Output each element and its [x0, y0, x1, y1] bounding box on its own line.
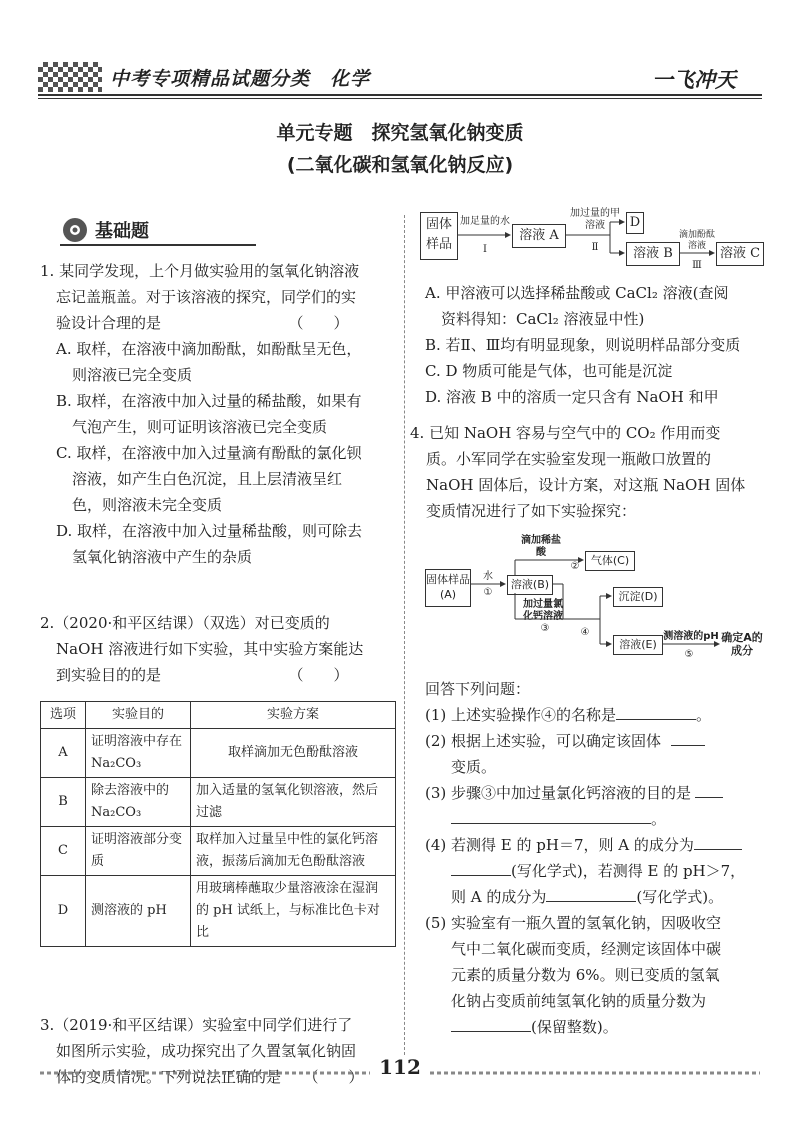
q3-options [425, 280, 765, 410]
q1-option-d: D. 取样，在溶液中加入过量稀盐酸，则可除去 [56, 522, 363, 540]
q1-option-c-cont: 溶液，如产生白色沉淀，且上层清液呈红 [72, 470, 343, 488]
q1-option-c: C. 取样，在溶液中加入过量滴有酚酞的氯化钡 [56, 444, 362, 462]
flow-solution-a: 溶液 A [512, 224, 566, 248]
q4-part-2 [425, 728, 765, 754]
table-cell: 除去溶液中的 Na₂CO₃ [86, 778, 191, 827]
q1-option-c-cont: 色，则溶液未完全变质 [72, 496, 223, 514]
q4-part-text: (2) 根据上述实验，可以确定该固体 [425, 732, 662, 750]
table-header: 实验目的 [86, 702, 191, 729]
table-row [41, 827, 396, 876]
q3-option-d: D. 溶液 B 中的溶质一定只含有 NaOH 和甲 [425, 388, 719, 406]
answer-blank[interactable] [546, 901, 636, 902]
flow-label: 滴加酚酞溶液 [678, 230, 715, 251]
table-cell: A [41, 729, 86, 778]
q4-part-text: (3) 步骤③中加过量氯化钙溶液的目的是 [425, 784, 692, 802]
page-title: 单元专题 探究氢氧化钠变质 [276, 122, 524, 144]
flow-solid-a: 固体样品(A) [425, 569, 471, 607]
flow-gas-c: 气体(C) [585, 551, 635, 571]
q3-option-a-cont: 资料得知：CaCl₂ 溶液显中性) [441, 310, 645, 328]
flow-label: ① [483, 587, 493, 598]
q3-flow-diagram [420, 208, 765, 274]
q4-part-3 [425, 780, 765, 806]
question-3 [40, 1012, 396, 1090]
q4-part-text: 化钠占变质前纯氢氧化钠的质量分数为 [451, 992, 707, 1010]
q3-option-a: A. 甲溶液可以选择稀盐酸或 CaCl₂ 溶液(查阅 [425, 284, 729, 302]
q4-part-1 [425, 702, 765, 728]
q1-option-a-cont: 则溶液已完全变质 [72, 366, 193, 384]
table-header: 选项 [41, 702, 86, 729]
brand-logo: 一飞冲天 [652, 67, 736, 92]
column-divider [404, 215, 405, 1055]
flow-label: ② [570, 561, 580, 572]
table-cell: B [41, 778, 86, 827]
q4-part-4 [425, 832, 765, 858]
flow-label: ⑤ [684, 649, 694, 660]
q4-part-text: 变质。 [451, 758, 497, 776]
q4-part-text: 。 [651, 810, 667, 828]
q2-stem-line: 到实验目的的是 （ ） [56, 666, 349, 684]
q1-option-d-cont: 氢氧化钠溶液中产生的杂质 [72, 548, 253, 566]
table-header: 实验方案 [191, 702, 396, 729]
flow-solution-b: 溶液(B) [507, 575, 553, 595]
answer-blank[interactable] [616, 719, 696, 720]
flow-label: 测溶液的pH [663, 631, 719, 642]
table-cell: 证明溶液中存在 Na₂CO₃ [86, 729, 191, 778]
flow-label: Ⅲ [692, 260, 702, 271]
q3-option-b: B. 若Ⅱ、Ⅲ均有明显现象，则说明样品部分变质 [425, 336, 741, 354]
flow-result: 确定A的成分 [721, 631, 763, 657]
table-cell: 用玻璃棒蘸取少量溶液涂在湿润的 pH 试纸上，与标准比色卡对比 [191, 876, 396, 947]
flow-label: 滴加稀盐酸 [521, 535, 561, 558]
q4-stem-line: 质。小军同学在实验室发现一瓶敞口放置的 [426, 450, 712, 468]
flow-solution-b: 溶液 B [626, 242, 680, 266]
q4-part-text: (1) 上述实验操作④的名称是 [425, 706, 617, 724]
q1-option-b: B. 取样，在溶液中加入过量的稀盐酸，如果有 [56, 392, 362, 410]
section-title: 基础题 [95, 221, 149, 242]
flow-label: ③ [540, 623, 550, 634]
answer-blank[interactable] [451, 1031, 531, 1032]
q2-stem-line: 2.（2020·和平区结课）（双选）对已变质的 [40, 614, 330, 632]
page-subtitle: (二氧化碳和氢氧化钠反应) [286, 154, 514, 176]
question-1 [40, 258, 396, 570]
flow-solution-e: 溶液(E) [613, 635, 663, 655]
table-cell: C [41, 827, 86, 876]
q2-table [40, 701, 396, 947]
flow-label: Ⅱ [591, 242, 599, 253]
answer-blank[interactable] [694, 849, 742, 850]
flow-arrows [420, 208, 765, 274]
table-cell: 取样滴加无色酚酞溶液 [191, 729, 396, 778]
flow-solution-c: 溶液 C [716, 242, 764, 266]
q4-part-text: (4) 若测得 E 的 pH＝7，则 A 的成分为 [425, 836, 694, 854]
q4-parts [425, 676, 765, 1040]
q4-flow-diagram [425, 535, 765, 665]
table-row [41, 876, 396, 947]
table-row [41, 729, 396, 778]
q1-option-b-cont: 气泡产生，则可证明该溶液已完全变质 [72, 418, 328, 436]
answer-blank[interactable] [451, 823, 651, 824]
flow-label: 加足量的水 [460, 216, 510, 227]
question-4 [410, 420, 765, 524]
section-underline [60, 244, 256, 246]
flow-label: Ⅰ [483, 244, 487, 255]
answer-blank[interactable] [671, 745, 705, 746]
q1-stem-line: 验设计合理的是 （ ） [56, 314, 349, 332]
flow-label: 加过量氯化钙溶液 [523, 599, 563, 622]
header-divider [38, 94, 762, 96]
q4-part-text: 元素的质量分数为 6%。则已变质的氢氧 [451, 966, 720, 984]
flow-label: ④ [580, 627, 590, 638]
q3-stem-line: 3.（2019·和平区结课）实验室中同学们进行了 [40, 1016, 353, 1034]
table-row [41, 778, 396, 827]
q4-part-text: 气中二氧化碳而变质，经测定该固体中碳 [451, 940, 722, 958]
q3-stem-line: 体的变质情况。下列说法正确的是 （ ） [56, 1068, 364, 1086]
q4-intro: 回答下列问题： [425, 680, 531, 698]
flower-icon [60, 216, 90, 244]
q3-stem-line: 如图所示实验，成功探究出了久置氢氧化钠固 [56, 1042, 357, 1060]
q4-stem-line: 4. 已知 NaOH 容易与空气中的 CO₂ 作用而变 [410, 424, 721, 442]
table-cell: 加入适量的氢氧化钡溶液，然后过滤 [191, 778, 396, 827]
q4-stem-line: 变质情况进行了如下实验探究： [426, 502, 637, 520]
flow-label: 加过量的甲溶液 [570, 208, 620, 231]
answer-blank[interactable] [695, 797, 723, 798]
q4-part-text: (写化学式)，若测得 E 的 pH＞7， [511, 862, 746, 880]
header-divider-thin [38, 98, 762, 99]
q4-part-5: (5) 实验室有一瓶久置的氢氧化钠，因吸收空 [425, 914, 722, 932]
flow-arrows [425, 535, 765, 665]
flow-solid-sample: 固体样品 [420, 212, 458, 260]
table-cell: 测溶液的 pH [86, 876, 191, 947]
page-number: 112 [379, 1055, 421, 1079]
answer-blank[interactable] [451, 875, 511, 876]
q1-option-a: A. 取样，在溶液中滴加酚酞，如酚酞呈无色， [56, 340, 362, 358]
header-title: 中考专项精品试题分类 化学 [110, 68, 371, 90]
q4-part-text: 则 A 的成分为 [451, 888, 547, 906]
flow-precipitate-d: 沉淀(D) [613, 587, 663, 607]
q1-stem-line: 忘记盖瓶盖。对于该溶液的探究，同学们的实 [56, 288, 357, 306]
q2-stem-line: NaOH 溶液进行如下实验，其中实验方案能达 [56, 640, 364, 658]
q4-part-text: (保留整数)。 [531, 1018, 618, 1036]
q4-part-text: (写化学式)。 [636, 888, 724, 906]
q1-stem-line: 1. 某同学发现，上个月做实验用的氢氧化钠溶液 [40, 262, 360, 280]
q4-part-text: 。 [696, 706, 712, 724]
header-checker-decoration [38, 62, 102, 92]
table-cell: 证明溶液部分变质 [86, 827, 191, 876]
table-cell: 取样加入过量呈中性的氯化钙溶液，振荡后滴加无色酚酞溶液 [191, 827, 396, 876]
table-cell: D [41, 876, 86, 947]
flow-label: 水 [483, 571, 493, 582]
question-2 [40, 610, 396, 688]
q4-stem-line: NaOH 固体后，设计方案，对这瓶 NaOH 固体 [426, 476, 746, 494]
q3-option-c: C. D 物质可能是气体，也可能是沉淀 [425, 362, 673, 380]
flow-substance-d: D [626, 212, 644, 234]
